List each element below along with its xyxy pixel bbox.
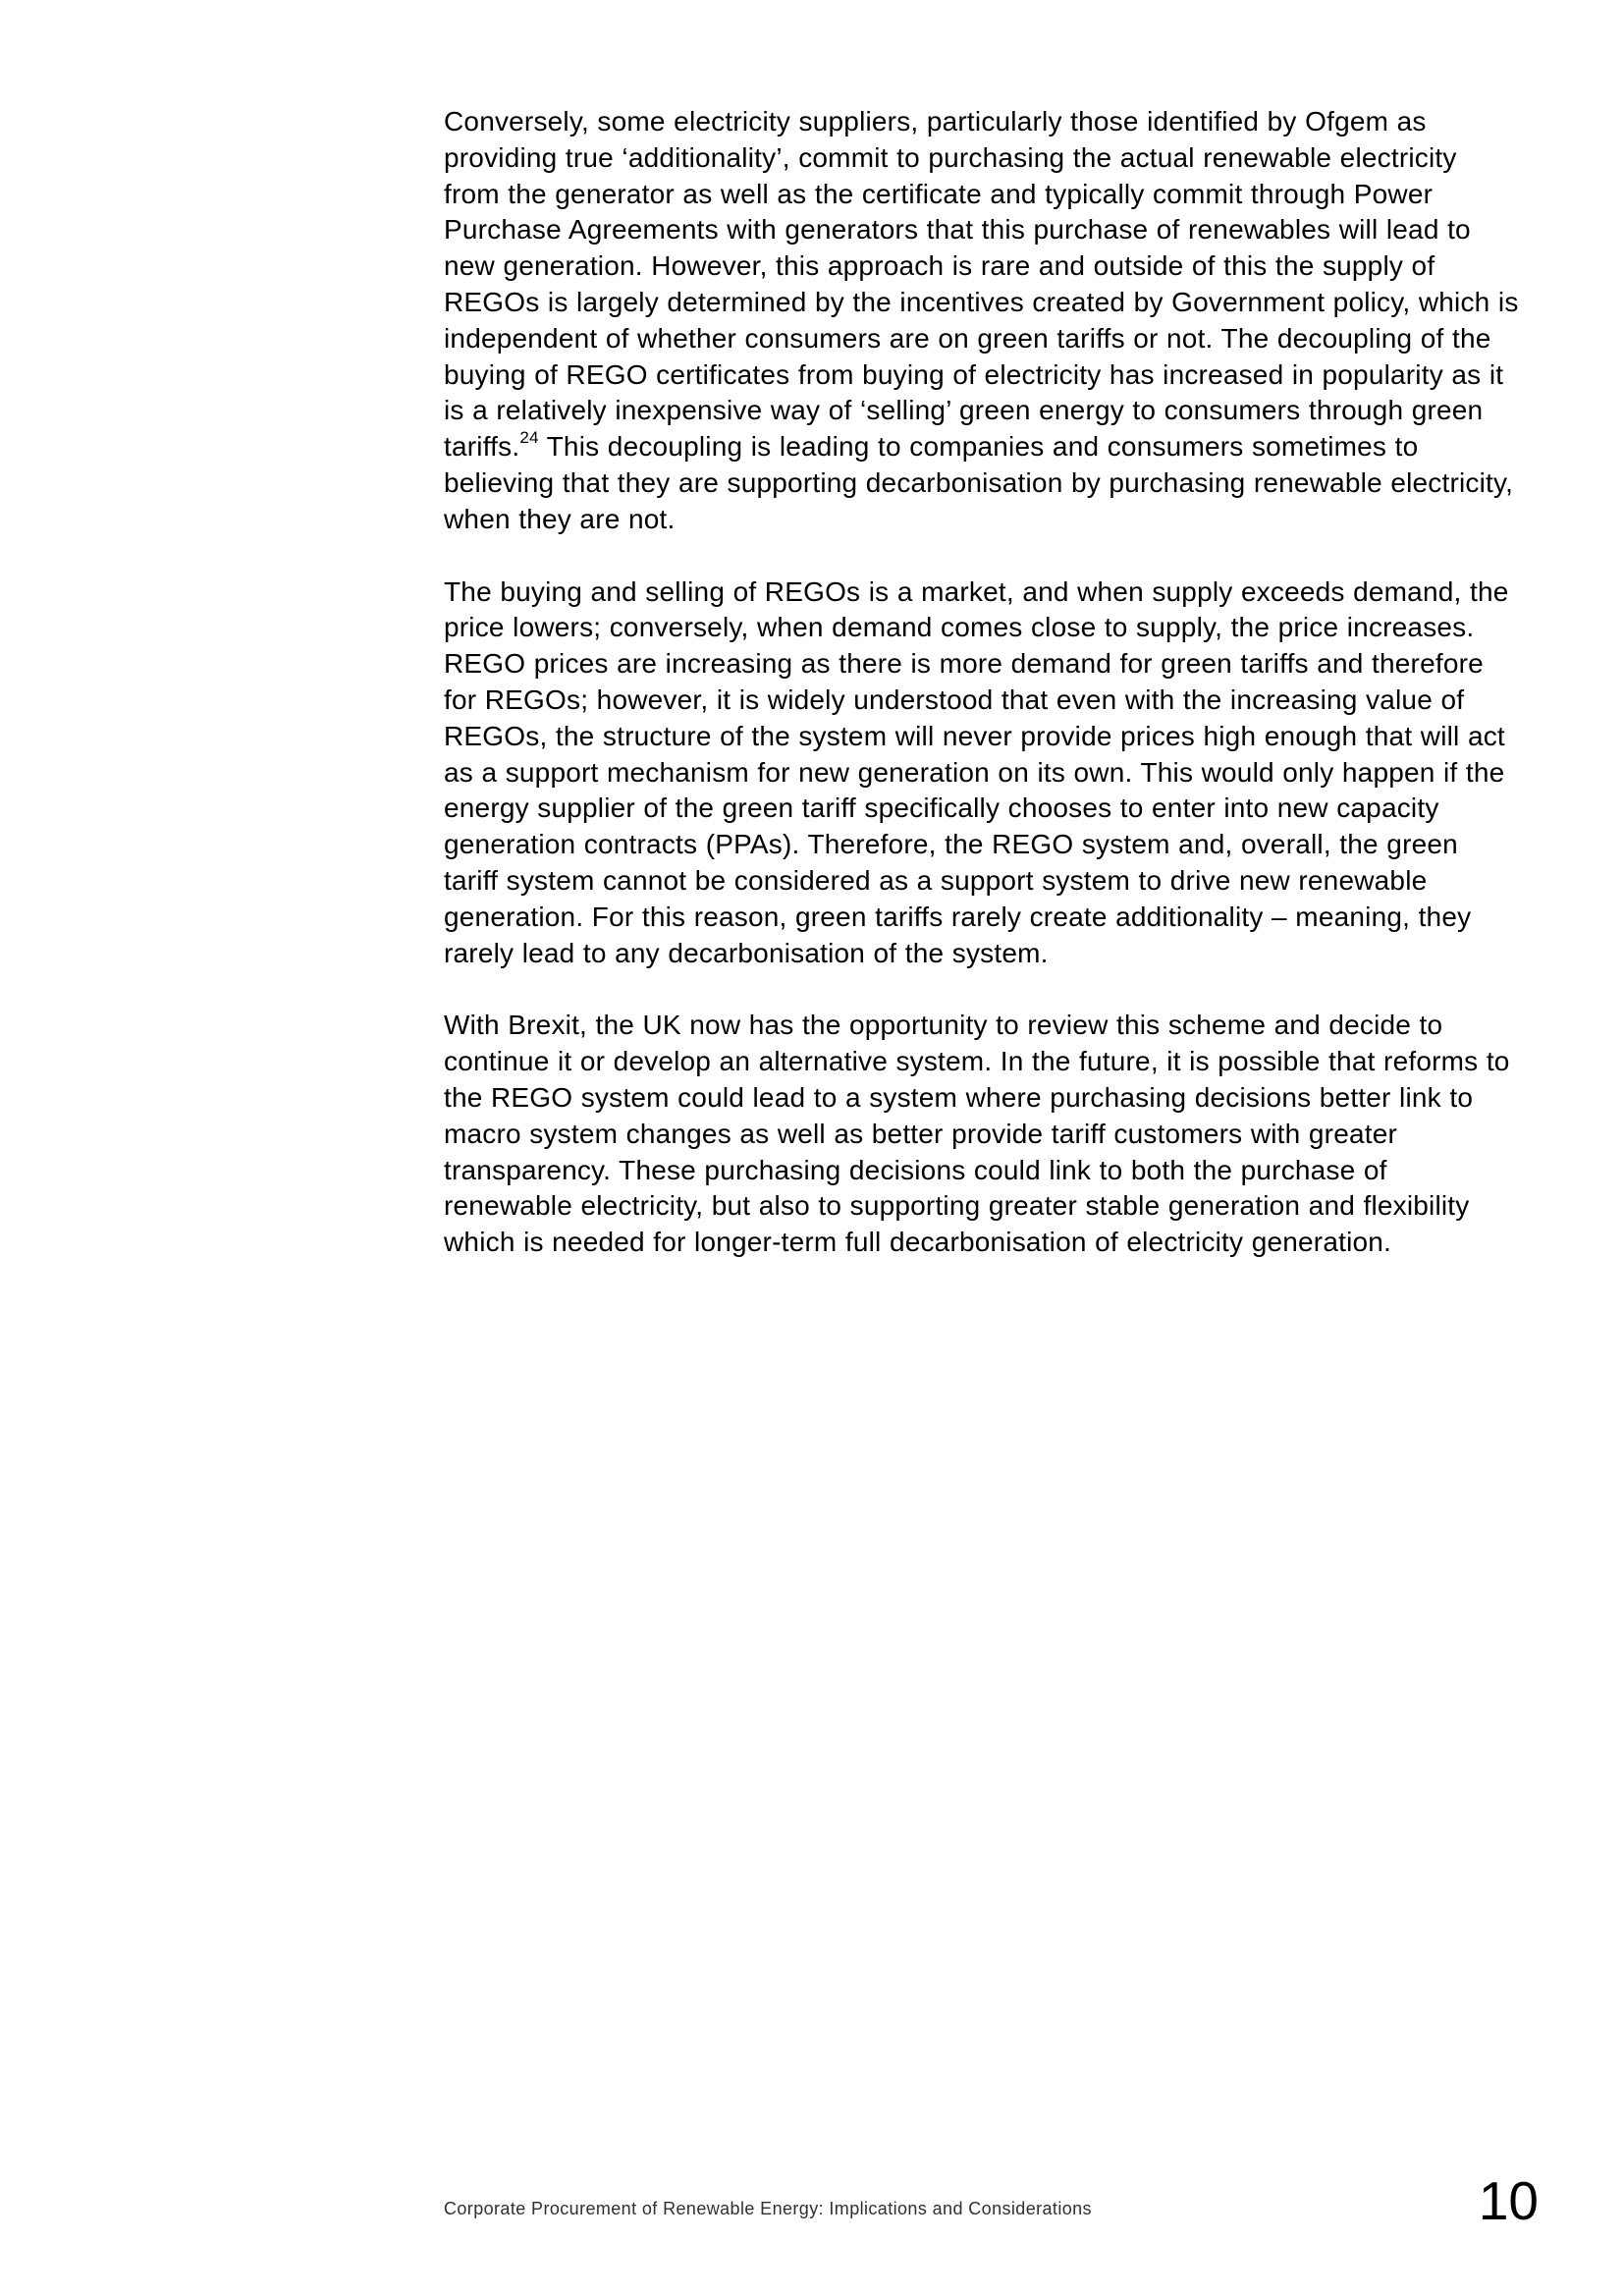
body-paragraph: With Brexit, the UK now has the opportunity to review this scheme and decide to continue it or develop an alternative system. In the future, it is possible that reforms to the REGO system could lead to a system where purchasing decisions better link to macro system changes as well as better provide tariff customers with greater transparency. These purchasing decisions could link to both the purchase of renewable electricity, but also to supporting greater stable generation and flexibility which is needed for longer-term full decarbonisation of electricity generation. [444, 1010, 1510, 1258]
paragraph-text-segment: This decoupling is leading to companies and consumers sometimes to believing that they are supporting decarbonisation by purchasing renewable electricity, when they are not. [444, 431, 1514, 534]
footer-document-title: Corporate Procurement of Renewable Energy: Implications and Considerations [444, 2199, 1092, 2218]
body-paragraph [444, 104, 1519, 538]
page-number: 10 [1478, 2170, 1539, 2231]
body-paragraph: The buying and selling of REGOs is a market, and when supply exceeds demand, the price lowers; conversely, when demand comes close to supply, the price increases. REGO prices are increasing as there is more demand for green tariffs and therefore for REGOs; however, it is widely understood that even with the increasing value of REGOs, the structure of the system will never provide prices high enough that will act as a support mechanism for new generation on its own. This would only happen if the energy supplier of the green tariff specifically chooses to enter into new capacity generation contracts (PPAs). Therefore, the REGO system and, overall, the green tariff system cannot be considered as a support system to drive new renewable generation. For this reason, green tariffs rarely create additionality – meaning, they rarely lead to any decarbonisation of the system. [444, 575, 1509, 968]
paragraph-text-segment: Conversely, some electricity suppliers, particularly those identified by Ofgem as providing true ‘additionality’, commit to purchasing the actual renewable electricity from the generator as well as the certificate and typically commit through Power Purchase Agreements with generators that this purchase of renewables will lead to new generation. However, this approach is rare and outside of this the supply of REGOs is largely determined by the incentives created by Government policy, which is independent of whether consumers are on green tariffs or not. The decoupling of the buying of REGO certificates from buying of electricity has increased in popularity as it is a relatively inexpensive way of ‘selling’ green energy to consumers through green tariffs. [444, 106, 1519, 463]
page-body [444, 104, 1519, 1297]
footnote-reference: 24 [519, 428, 539, 448]
